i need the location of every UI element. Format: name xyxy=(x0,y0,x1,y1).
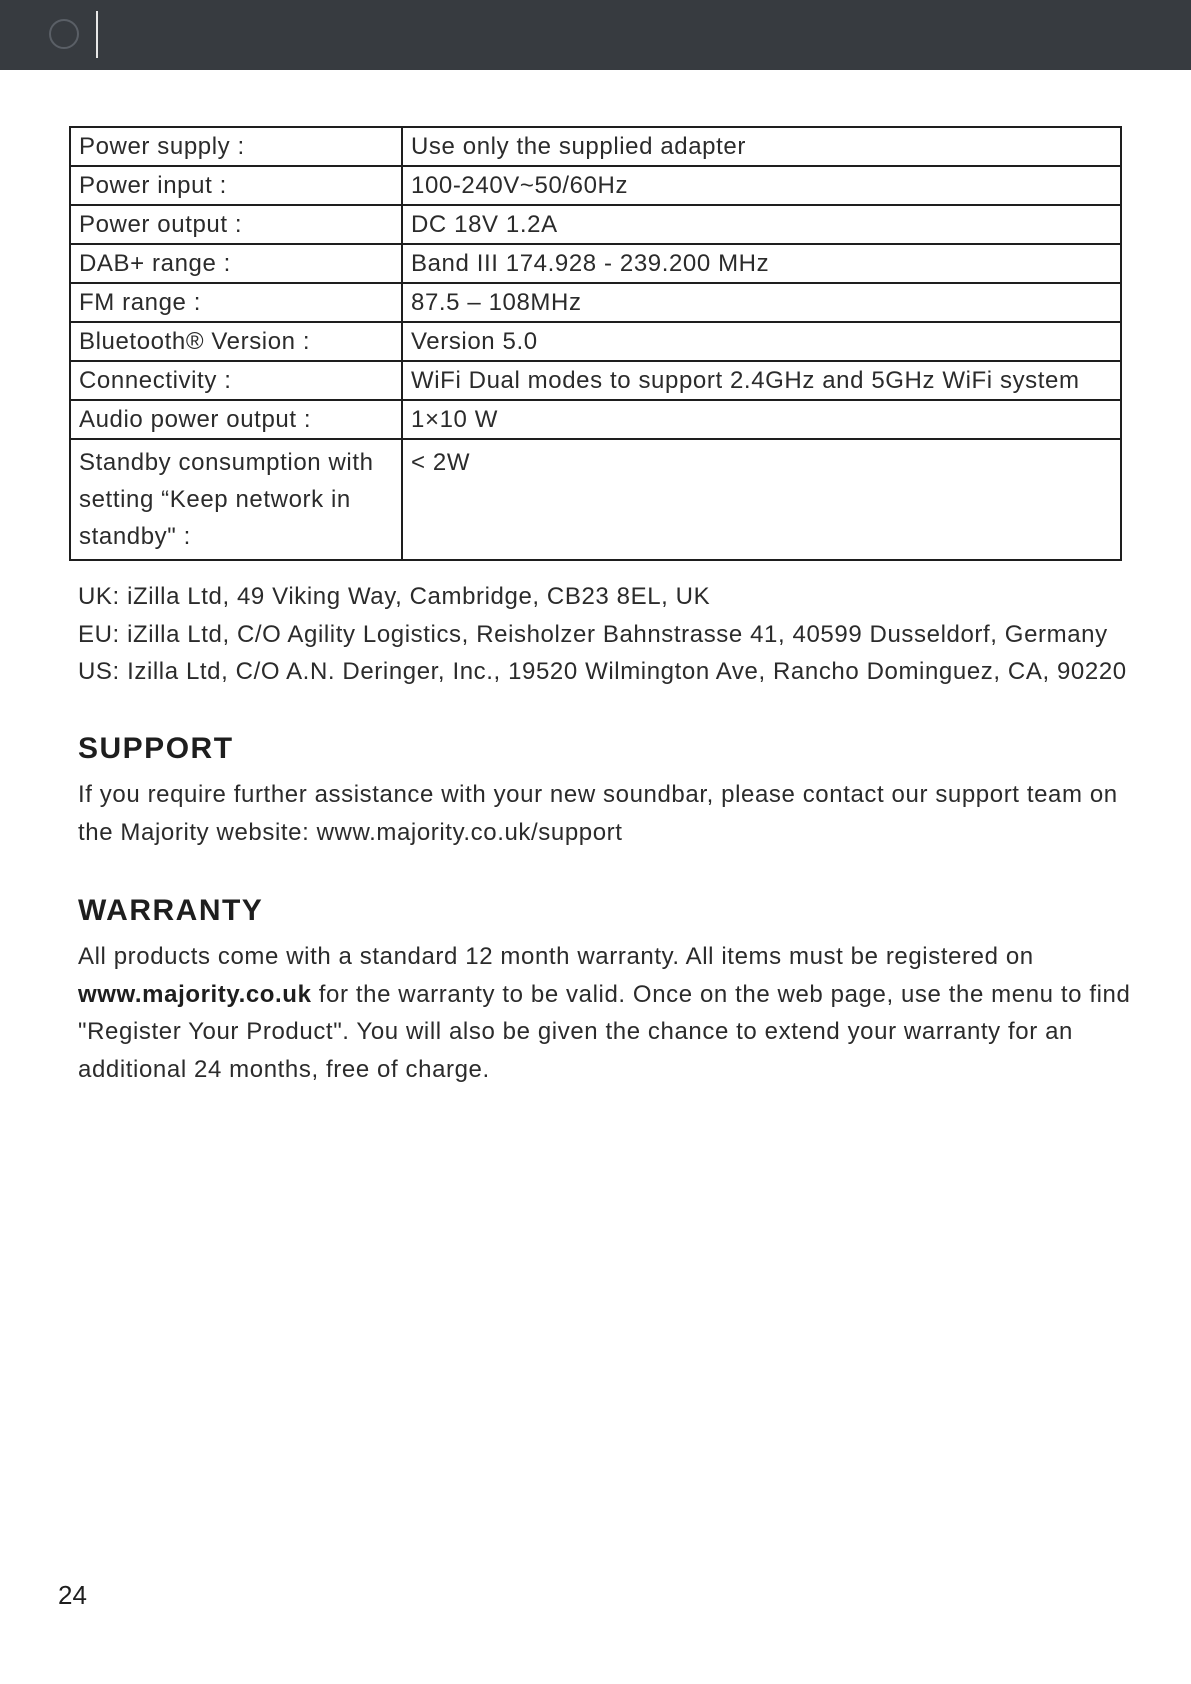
address-us: US: Izilla Ltd, C/O A.N. Deringer, Inc., 19520 Wilmington Ave, Rancho Dominguez, CA, 90220 xyxy=(78,658,1127,685)
page-number: 24 xyxy=(58,1580,87,1610)
header-divider xyxy=(96,11,98,58)
table-row xyxy=(70,205,1121,244)
spec-value: Use only the supplied adapter xyxy=(402,127,1121,166)
warranty-text xyxy=(78,938,1138,1088)
spec-label: Audio power output : xyxy=(70,400,402,439)
spec-value: 87.5 – 108MHz xyxy=(402,283,1121,322)
standby-label-line: Standby consumption with xyxy=(79,449,374,476)
spec-label: Power input : xyxy=(70,166,402,205)
support-title: SUPPORT xyxy=(78,732,234,765)
spec-value: < 2W xyxy=(402,439,1121,560)
spec-value: Version 5.0 xyxy=(402,322,1121,361)
spec-label: FM range : xyxy=(70,283,402,322)
warranty-text-part2: for the warranty to be valid. Once on the web page, use the menu to find "Register Your Product". You will also be given the chance to extend your warranty for an additional 24 months, free of charge. xyxy=(78,980,1131,1083)
warranty-title: WARRANTY xyxy=(78,894,264,927)
spec-label: Bluetooth® Version : xyxy=(70,322,402,361)
spec-value: WiFi Dual modes to support 2.4GHz and 5GHz WiFi system xyxy=(402,361,1121,400)
table-row xyxy=(70,361,1121,400)
standby-label-line: setting “Keep network in xyxy=(79,486,351,513)
table-row xyxy=(70,322,1121,361)
warranty-text-part1: All products come with a standard 12 month warranty. All items must be registered on xyxy=(78,943,1034,970)
spec-label: Power output : xyxy=(70,205,402,244)
addresses xyxy=(78,578,1127,691)
circle-icon xyxy=(49,19,79,49)
spec-value: Band III 174.928 - 239.200 MHz xyxy=(402,244,1121,283)
spec-label: Power supply : xyxy=(70,127,402,166)
spec-label-standby xyxy=(70,439,402,560)
address-eu: EU: iZilla Ltd, C/O Agility Logistics, Reisholzer Bahnstrasse 41, 40599 Dusseldorf, Germany xyxy=(78,620,1108,648)
table-row xyxy=(70,400,1121,439)
spec-label: Connectivity : xyxy=(70,361,402,400)
header-bar xyxy=(0,0,1191,70)
spec-value: 100-240V~50/60Hz xyxy=(402,166,1121,205)
table-row xyxy=(70,244,1121,283)
specifications-table xyxy=(69,126,1122,561)
spec-value: 1×10 W xyxy=(402,400,1121,439)
standby-label-line: standby" : xyxy=(79,523,191,550)
table-row xyxy=(70,166,1121,205)
table-row xyxy=(70,127,1121,166)
support-text: If you require further assistance with your new soundbar, please contact our support team on the Majority website: www.majority.co.uk/support xyxy=(78,781,1118,846)
table-row xyxy=(70,439,1121,560)
warranty-website-link[interactable]: www.majority.co.uk xyxy=(78,980,312,1008)
spec-label: DAB+ range : xyxy=(70,244,402,283)
spec-value: DC 18V 1.2A xyxy=(402,205,1121,244)
table-row xyxy=(70,283,1121,322)
address-uk: UK: iZilla Ltd, 49 Viking Way, Cambridge, CB23 8EL, UK xyxy=(78,583,711,610)
